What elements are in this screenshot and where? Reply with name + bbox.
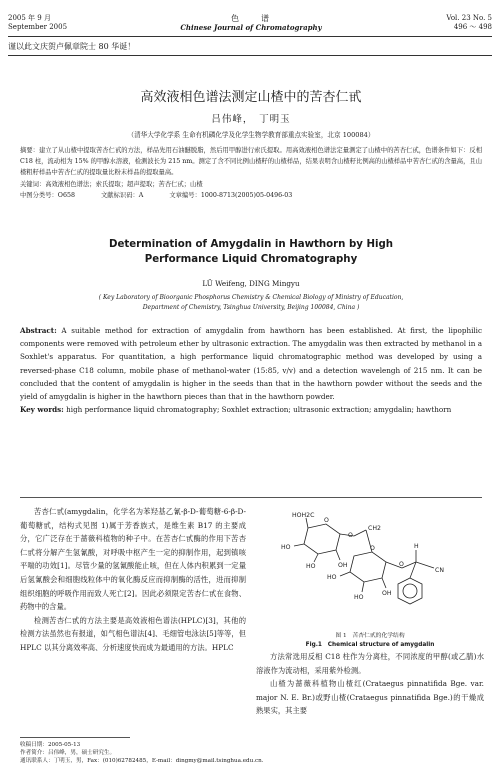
ring1-ch2oh-bond [306,518,308,528]
ring2-ho-bond [340,572,350,576]
label-o-ring1: O [324,517,329,524]
en-abstract-block [20,324,482,416]
header-journal-block [0,14,502,32]
header-volume-block [446,14,492,32]
cn-article-no: 文章编号：1000-8713(2005)05-0496-03 [169,191,293,199]
cn-clc: 中图分类号：O658 [20,191,75,199]
en-title-line2: Performance Liquid Chromatography [144,254,358,265]
ring1-ho-bond-a [294,544,304,546]
cn-abstract-block [20,145,482,201]
glucose-ring-2 [350,552,386,582]
footnote-received: 收稿日期：2005-05-13 [20,742,81,748]
ring1-ho-bond-b [314,554,318,562]
header-rule-dedication [8,55,492,56]
cn-keywords: 关键词：高效液相色谱法；索氏提取；超声提取；苦杏仁甙；山楂 [20,180,203,188]
figure-caption-cn: 图 1 苦杏仁甙的化学结构 [335,633,405,639]
en-keywords [20,403,482,416]
cn-abstract: 摘要：建立了从山楂中提取苦杏仁甙的方法，样品先用石油醚脱脂，然后用甲醇进行索氏提取。用高效液相色谱法定量测定了山楂中的苦杏仁甙，色谱条件如下：反相 C18 柱，流动相为 15% 的甲醇水溶液，检测波长为 215 nm。测定了含不同比例山楂籽的山楂样品，结果表明含山楂籽比例高的山楂样品中苦杏仁甙的含量高，且山楂粗籽样品中苦杏仁甙的提取量比粉末样品的提取量高。 [20,147,482,177]
header-date-cn: 2005 年 9 月 [8,14,51,22]
footnote-contact: 通讯联系人：丁明玉，男，Fax：(010)62782485，E-mail：dingmy@mail.tsinghua.edu.cn. [20,758,264,765]
en-abstract [20,324,482,403]
phenyl-aromatic-circle [403,584,417,598]
footnote-author-bio: 作者简介：吕伟峰，男，硕士研究生。 [20,750,116,757]
header-date-en: September 2005 [8,23,68,31]
body-right-para1: 方法常选用反相 C18 柱作为分离柱，不同浓度的甲醇(或乙腈)水溶液作为流动相，采用紫外检测。 [256,652,484,675]
en-abstract-text: A suitable method for extraction of amygdalin from hawthorn has been established. At first, the lipophilic components were removed with petroleum ether by ultrasonic extraction. The amygdalin was then extracted by methanol in a Soxhlet's apparatus. For quantitation, a high performance liquid chromatographic method was developed by using a reversed-phase C18 column, mobile phase of methanol-water (15:85, v/v) and a detection wavelengh of 215 nm. It can be concluded that the content of amygdalin is higher in the seeds than that in the hawthorn powder without the seeds and the yield of amygdalin is higher in the hawthorn pieces than that in the hawthorn powder. [20,326,482,402]
body-left-column [20,505,246,655]
cn-authors: 吕伟峰， 丁明玉 [211,114,291,125]
en-title-line1: Determination of Amygdalin in Hawthorn by High [108,239,394,250]
figure-caption [256,630,484,648]
label-ch2: CH2 [368,525,381,532]
label-o-link: O [348,532,353,539]
amygdalin-structure-svg [256,506,484,626]
en-affil-line2: Department of Chemistry, Tsinghua University, Beijing 100084, China ) [142,304,360,311]
label-oh-1: OH [338,562,348,569]
glucose-ring-1 [304,524,340,554]
en-title [0,237,502,267]
footnote-rule [20,737,130,738]
label-ho-1: HO [281,544,291,551]
en-keywords-label: Key words: [20,405,64,415]
body-right-para2: 山楂为蔷薇科植物山楂红(Crataegus pinnatifida Bge. var. major N. E. Br.)或野山楂(Crataegus pinnatifida Bge.)的干燥成熟果实，其主要 [256,679,484,716]
label-ho-4: HO [354,594,364,601]
cn-classification-row [20,190,482,201]
body-left-para2: 检测苦杏仁甙的方法主要是高效液相色谱法(HPLC)[3]，其他的检测方法虽然也有报道，如气相色谱法[4]、毛细管电泳法[5]等等，但 HPLC 以其分离效率高、分析速度快而成为最通用的方法。HPLC [20,615,246,652]
cn-affiliation: （清华大学化学系 生命有机磷化学及化学生物学教育部重点实验室，北京 100084） [127,131,375,139]
label-cn: CN [435,567,444,574]
en-affil-line1: ( Key Laboratory of Bioorganic Phosphorus Chemistry & Chemical Biology of Ministry of Education, [98,294,404,301]
ch2-link-bond [354,530,366,536]
chiral-cn-bond [416,562,434,568]
phenyl-ring [398,578,422,604]
header-pages: 496 ～ 498 [453,23,492,31]
en-abstract-label: Abstract: [20,326,57,335]
figure-caption-en: Fig.1 Chemical structure of amygdalin [305,642,435,648]
ring1-oh-bond [336,550,340,560]
label-hoh2c: HOH2C [292,512,315,519]
body-right-column [256,650,484,718]
cn-doc-code: 文献标识码：A [101,191,144,199]
ring2-oh-bond-b [382,578,386,588]
header-journal-cn: 色 谱 [231,14,271,23]
en-affiliation [0,293,502,313]
cn-title: 高效液相色谱法测定山楂中的苦杏仁甙 [140,90,362,105]
label-ho-3: HO [327,574,337,581]
label-ho-2: HO [306,563,316,570]
en-authors: LÜ Weifeng, DING Mingyu [202,279,300,288]
body-left-para1: 苦杏仁甙(amygdalin，化学名为苯羟基乙氰-β-D-葡萄糖-6-β-D-葡萄糖甙，结构式见图 1)属于芳香族式，是维生素 B17 的主要成分，它广泛存在于蔷薇科植物的种子中。在苦杏仁甙酶的作用下苦杏仁甙将分解产生氢氰酸，对呼吸中枢产生一定的抑制作用，起到镇咳平喘的功效[1]。尽管少量的氢氰酸能止咳，但在人体内积累到一定量后氢氰酸会和细胞线粒体中的氧化酶反应而抑制酶的活性，进而抑制组织细胞的呼吸作用而致人死亡[2]。因此必须限定苦杏仁甙在食物、药物中的含量。 [20,507,246,612]
abstract-divider [20,497,482,498]
footnotes [20,741,264,766]
header-rule-top [8,36,492,37]
ring2-oh-bond-a [362,582,364,592]
dedication: 谨以此文庆贺卢佩章院士 80 华诞！ [8,42,136,51]
label-oh-2: OH [382,590,392,597]
label-o-ether: O [399,561,404,568]
en-keywords-text: high performance liquid chromatography; Soxhlet extraction; ultrasonic extraction; amygdalin; hawthorn [66,405,452,415]
amygdalin-structure-figure [256,506,484,626]
header-volume: Vol. 23 No. 5 [446,14,492,22]
label-h: H [414,543,419,550]
header-journal-en: Chinese Journal of Chromatography [180,23,322,32]
label-o-ring2: O [370,545,375,552]
